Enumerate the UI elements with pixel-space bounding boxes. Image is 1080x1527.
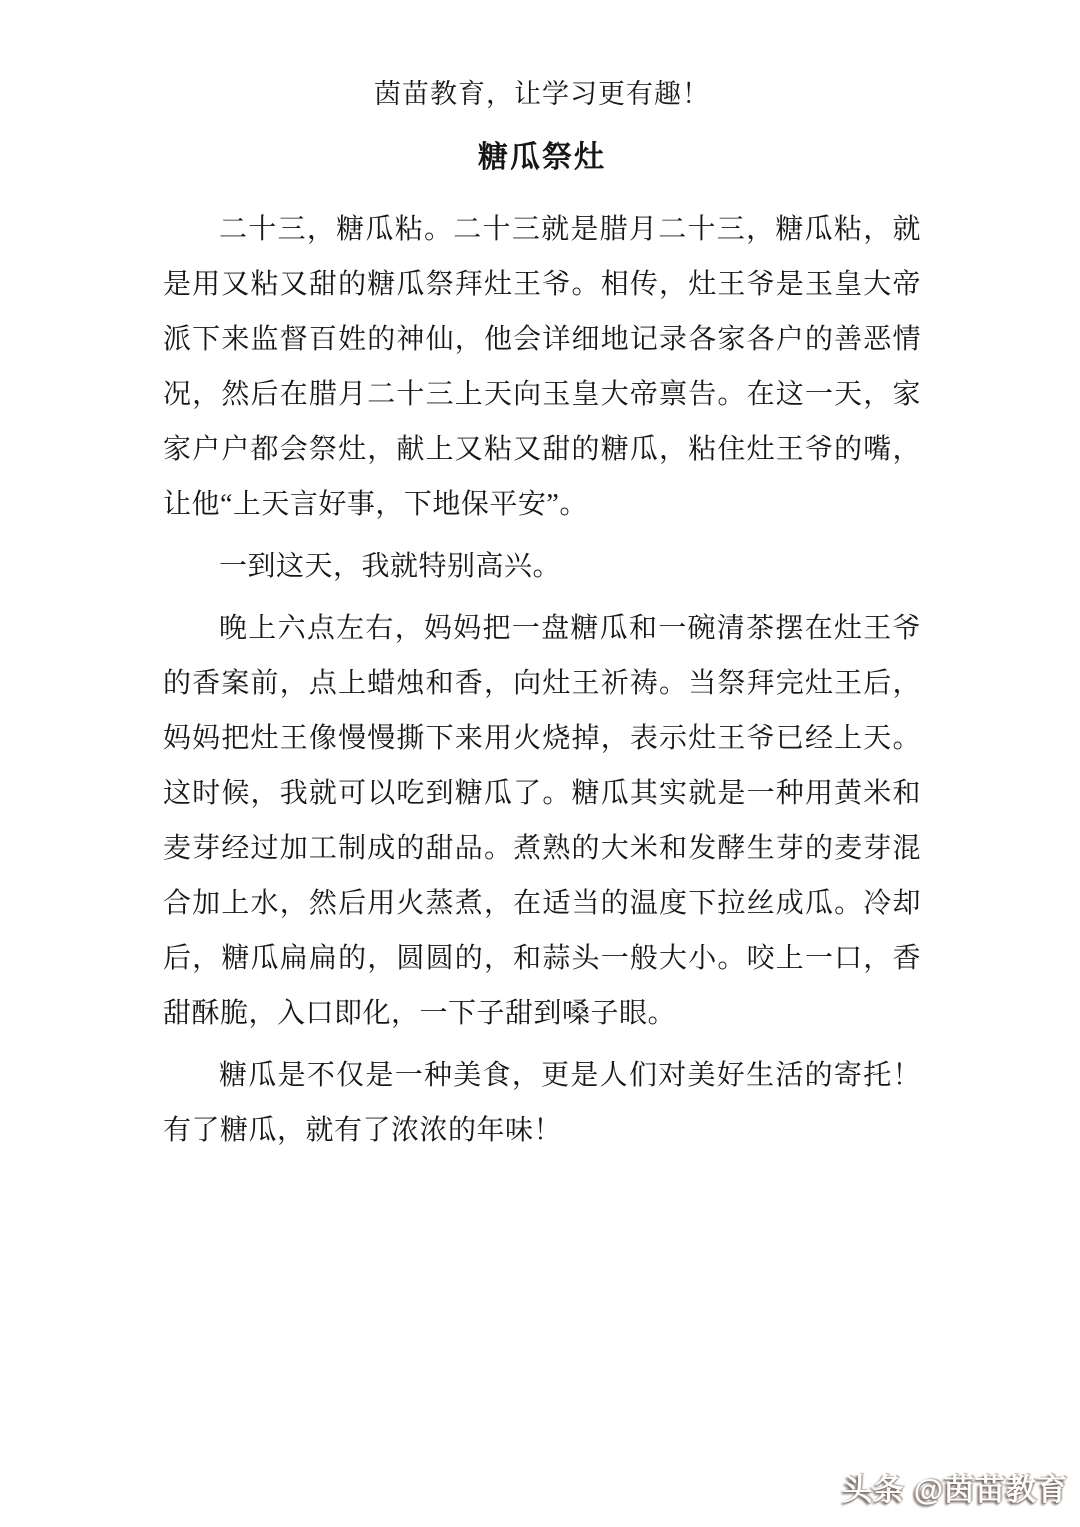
paragraph-2: 一到这天，我就特别高兴。 xyxy=(219,551,562,582)
toutiao-watermark: 头条 @茵苗教育 xyxy=(842,1474,1068,1507)
paragraph-3: 晚上六点左右，妈妈把一盘糖瓜和一碗清茶摆在灶王爷的香案前，点上蜡烛和香，向灶王祈祷。当祭拜完灶王后，妈妈把灶王像慢慢撕下来用火烧掉，表示灶王爷已经上天。这时候，我就可以吃到糖瓜了。糖瓜其实就是一种用黄米和麦芽经过加工制成的甜品。煮熟的大米和发酵生芽的麦芽混合加上水，然后用火蒸煮，在适当的温度下拉丝成瓜。冷却后，糖瓜扁扁的，圆圆的，和蒜头一般大小。咬上一口，香甜酥脆，入口即化，一下子甜到嗓子眼。 xyxy=(163,613,921,1029)
document-title: 糖瓜祭灶 xyxy=(478,141,606,174)
document-content xyxy=(163,0,921,1158)
paragraph-1: 二十三，糖瓜粘。二十三就是腊月二十三，糖瓜粘，就是用又粘又甜的糖瓜祭拜灶王爷。相传，灶王爷是玉皇大帝派下来监督百姓的神仙，他会详细地记录各家各户的善恶情况，然后在腊月二十三上天向玉皇大帝禀告。在这一天，家家户户都会祭灶，献上又粘又甜的糖瓜，粘住灶王爷的嘴，让他“上天言好事，下地保平安”。 xyxy=(163,214,921,520)
paragraph-4: 糖瓜是不仅是一种美食，更是人们对美好生活的寄托！有了糖瓜，就有了浓浓的年味！ xyxy=(163,1060,921,1146)
header-slogan: 茵苗教育，让学习更有趣！ xyxy=(374,79,710,109)
document-body xyxy=(163,202,921,1158)
